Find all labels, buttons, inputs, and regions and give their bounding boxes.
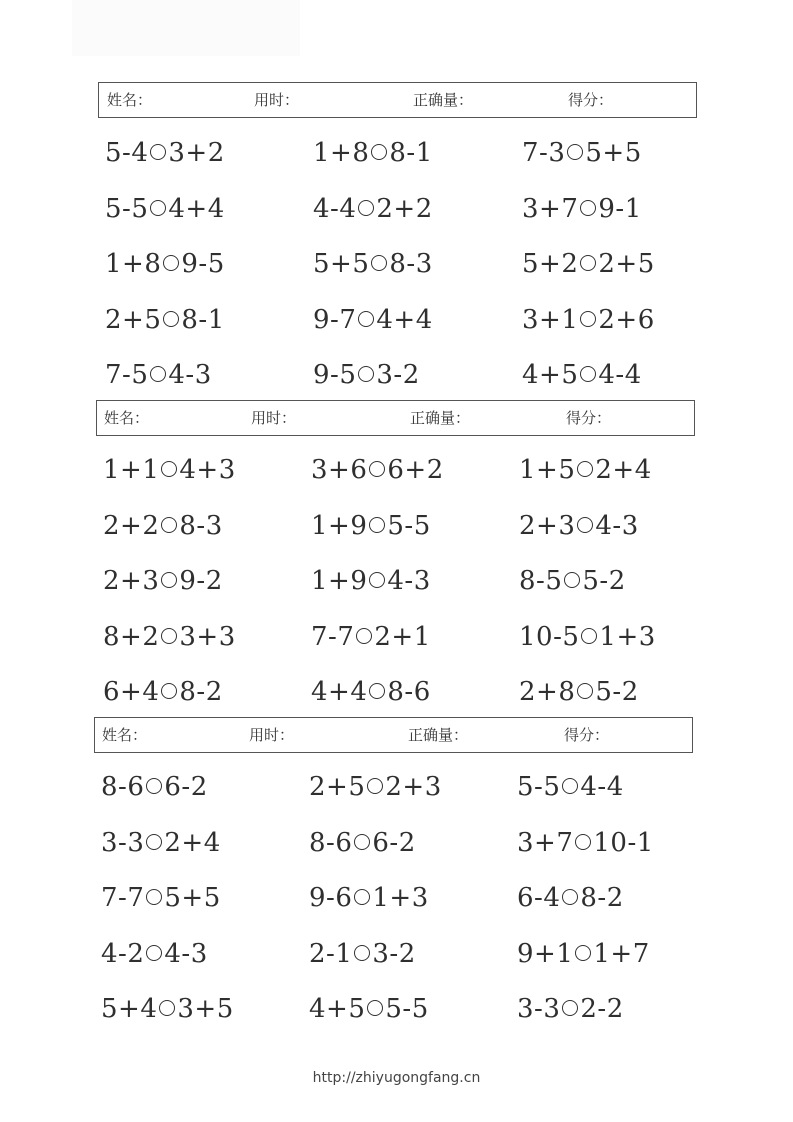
right-expression: 6-2 [372,827,416,858]
left-expression: 1+9 [311,566,368,596]
answer-circle[interactable] [371,144,387,160]
right-expression: 8-1 [181,304,225,335]
right-expression: 9-2 [179,566,223,596]
header-label-score: 得分： [564,726,610,744]
answer-circle[interactable] [358,200,374,216]
answer-circle[interactable] [358,311,374,327]
comparison-problem [309,994,429,1024]
answer-circle[interactable] [358,366,374,382]
answer-circle[interactable] [367,778,383,794]
comparison-problem [522,194,642,224]
answer-circle[interactable] [567,144,583,160]
right-expression: 6-2 [164,772,208,802]
answer-circle[interactable] [150,144,166,160]
left-expression: 8-6 [101,772,145,802]
faint-top-block [72,0,300,56]
problem-row [98,305,697,335]
comparison-problem [313,249,433,279]
right-expression: 10-1 [593,827,654,858]
answer-circle[interactable] [562,1000,578,1016]
problem-row [94,883,693,913]
right-expression: 8-2 [179,677,223,707]
left-expression: 9+1 [517,938,574,969]
answer-circle[interactable] [146,889,162,905]
left-expression: 7-5 [105,360,149,390]
right-expression: 5+5 [164,883,221,913]
left-expression: 9-7 [313,304,357,335]
info-header [96,400,695,436]
right-expression: 3+3 [179,621,236,652]
left-expression: 5-4 [105,138,149,168]
right-expression: 9-1 [598,193,642,224]
left-expression: 4-2 [101,938,145,969]
header-label-name: 姓名： [102,726,148,744]
answer-circle[interactable] [146,778,162,794]
right-expression: 4-4 [580,772,624,802]
comparison-problem [519,511,639,541]
left-expression: 7-7 [311,621,355,652]
comparison-problem [101,883,221,913]
left-expression: 10-5 [519,621,580,652]
problem-row [96,566,695,596]
comparison-problem [103,455,236,485]
left-expression: 8-5 [519,566,563,596]
problem-row [96,511,695,541]
left-expression: 5+2 [522,249,579,279]
left-expression: 8-6 [309,827,353,858]
answer-circle[interactable] [577,683,593,699]
answer-circle[interactable] [562,889,578,905]
right-expression: 2+3 [385,772,442,802]
comparison-problem [522,249,655,279]
left-expression: 8+2 [103,621,160,652]
answer-circle[interactable] [562,778,578,794]
comparison-problem [517,883,624,913]
right-expression: 8-3 [389,249,433,279]
right-expression: 2+4 [164,827,221,858]
comparison-problem [105,249,225,279]
comparison-problem [522,305,655,335]
answer-circle[interactable] [369,461,385,477]
right-expression: 8-3 [179,510,223,541]
left-expression: 1+1 [103,455,160,485]
answer-circle[interactable] [577,461,593,477]
left-expression: 4-4 [313,193,357,224]
comparison-problem [101,828,221,858]
right-expression: 4+4 [376,304,433,335]
problem-row [94,772,693,802]
comparison-problem [103,677,223,707]
header-label-time: 用时： [249,726,295,744]
comparison-problem [313,305,433,335]
answer-circle[interactable] [354,834,370,850]
info-header [94,717,693,753]
answer-circle[interactable] [150,200,166,216]
answer-circle[interactable] [580,366,596,382]
answer-circle[interactable] [575,945,591,961]
left-expression: 2-1 [309,938,353,969]
problem-row [98,360,697,390]
comparison-problem [313,194,433,224]
left-expression: 2+3 [519,510,576,541]
left-expression: 5+4 [101,994,158,1024]
left-expression: 1+8 [313,138,370,168]
right-expression: 2+2 [376,193,433,224]
comparison-problem [105,138,225,168]
answer-circle[interactable] [356,628,372,644]
right-expression: 5-2 [582,566,626,596]
answer-circle[interactable] [159,1000,175,1016]
answer-circle[interactable] [369,683,385,699]
left-expression: 3+6 [311,455,368,485]
left-expression: 3+7 [517,827,574,858]
comparison-problem [103,622,236,652]
left-expression: 2+5 [105,304,162,335]
info-header [98,82,697,118]
left-expression: 5+5 [313,249,370,279]
comparison-problem [522,138,642,168]
right-expression: 8-1 [389,138,433,168]
comparison-problem [311,677,431,707]
header-label-time: 用时： [254,91,300,109]
right-expression: 4-3 [595,510,639,541]
answer-circle[interactable] [580,255,596,271]
comparison-problem [517,772,624,802]
right-expression: 9-5 [181,249,225,279]
problem-row [98,249,697,279]
right-expression: 3+2 [168,138,225,168]
comparison-problem [517,939,650,969]
comparison-problem [519,566,626,596]
comparison-problem [522,360,642,390]
answer-circle[interactable] [580,311,596,327]
problem-row [96,622,695,652]
right-expression: 2+4 [595,455,652,485]
problem-row [96,455,695,485]
answer-circle[interactable] [564,572,580,588]
header-label-accuracy: 正确量： [410,409,471,427]
comparison-problem [103,566,223,596]
right-expression: 5-2 [595,677,639,707]
comparison-problem [519,455,652,485]
left-expression: 4+4 [311,677,368,707]
comparison-problem [105,305,225,335]
right-expression: 4-3 [168,360,212,390]
comparison-problem [311,622,431,652]
right-expression: 2+6 [598,304,655,335]
left-expression: 2+3 [103,566,160,596]
right-expression: 4+3 [179,455,236,485]
right-expression: 3-2 [372,938,416,969]
comparison-problem [103,511,223,541]
left-expression: 5-5 [517,772,561,802]
answer-circle[interactable] [581,628,597,644]
right-expression: 1+7 [593,938,650,969]
problem-row [94,994,693,1024]
answer-circle[interactable] [371,255,387,271]
left-expression: 1+9 [311,510,368,541]
right-expression: 3-2 [376,360,420,390]
comparison-problem [101,772,208,802]
answer-circle[interactable] [161,517,177,533]
right-expression: 2+5 [598,249,655,279]
header-label-accuracy: 正确量： [408,726,469,744]
problem-row [94,828,693,858]
right-expression: 8-6 [387,677,431,707]
left-expression: 7-3 [522,138,566,168]
left-expression: 2+8 [519,677,576,707]
comparison-problem [519,677,639,707]
comparison-problem [101,939,208,969]
comparison-problem [311,455,444,485]
comparison-problem [105,360,212,390]
answer-circle[interactable] [354,945,370,961]
comparison-problem [309,828,416,858]
right-expression: 3+5 [177,994,234,1024]
comparison-problem [313,360,420,390]
header-label-score: 得分： [568,91,614,109]
right-expression: 1+3 [599,621,656,652]
answer-circle[interactable] [575,834,591,850]
answer-circle[interactable] [354,889,370,905]
left-expression: 7-7 [101,883,145,913]
left-expression: 9-5 [313,360,357,390]
right-expression: 4+4 [168,193,225,224]
problem-row [98,138,697,168]
comparison-problem [311,511,431,541]
left-expression: 3-3 [101,827,145,858]
left-expression: 2+2 [103,510,160,541]
right-expression: 4-4 [598,360,642,390]
comparison-problem [517,994,624,1024]
left-expression: 3+1 [522,304,579,335]
answer-circle[interactable] [577,517,593,533]
comparison-problem [105,194,225,224]
answer-circle[interactable] [161,461,177,477]
answer-circle[interactable] [367,1000,383,1016]
footer-url: http://zhiyugongfang.cn [312,1070,481,1086]
comparison-problem [309,772,442,802]
problem-row [96,677,695,707]
left-expression: 4+5 [309,994,366,1024]
left-expression: 4+5 [522,360,579,390]
right-expression: 6+2 [387,455,444,485]
header-label-name: 姓名： [107,91,153,109]
right-expression: 4-3 [164,938,208,969]
answer-circle[interactable] [369,517,385,533]
comparison-problem [309,883,429,913]
problem-row [98,194,697,224]
answer-circle[interactable] [161,683,177,699]
left-expression: 6-4 [517,883,561,913]
comparison-problem [519,622,656,652]
right-expression: 1+3 [372,883,429,913]
right-expression: 8-2 [580,883,624,913]
left-expression: 6+4 [103,677,160,707]
header-label-accuracy: 正确量： [413,91,474,109]
answer-circle[interactable] [146,834,162,850]
answer-circle[interactable] [163,255,179,271]
header-label-score: 得分： [566,409,612,427]
answer-circle[interactable] [369,572,385,588]
answer-circle[interactable] [163,311,179,327]
comparison-problem [101,994,234,1024]
right-expression: 5-5 [387,510,431,541]
left-expression: 5-5 [105,193,149,224]
left-expression: 3-3 [517,994,561,1024]
problem-row [94,939,693,969]
left-expression: 1+8 [105,249,162,279]
left-expression: 3+7 [522,193,579,224]
answer-circle[interactable] [150,366,166,382]
header-label-name: 姓名： [104,409,150,427]
answer-circle[interactable] [161,628,177,644]
comparison-problem [313,138,433,168]
header-label-time: 用时： [251,409,297,427]
right-expression: 2-2 [580,994,624,1024]
comparison-problem [311,566,431,596]
answer-circle[interactable] [146,945,162,961]
left-expression: 9-6 [309,883,353,913]
right-expression: 4-3 [387,566,431,596]
left-expression: 1+5 [519,455,576,485]
right-expression: 2+1 [374,621,431,652]
answer-circle[interactable] [580,200,596,216]
left-expression: 2+5 [309,772,366,802]
comparison-problem [517,828,654,858]
right-expression: 5+5 [585,138,642,168]
answer-circle[interactable] [161,572,177,588]
right-expression: 5-5 [385,994,429,1024]
comparison-problem [309,939,416,969]
